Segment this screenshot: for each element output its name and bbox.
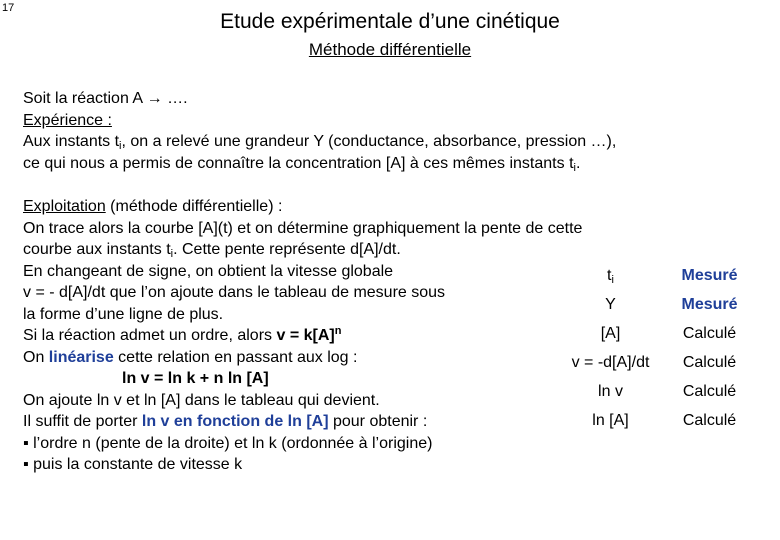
bullet-item: ▪ l’ordre n (pente de la droite) et ln k (ordonnée à l’origine): [23, 434, 433, 452]
row-quantity-cell: v = -d[A]/dt: [571, 353, 650, 371]
measurement-table: [554, 261, 752, 435]
table-row: [554, 406, 752, 435]
experience-label: Expérience :: [23, 111, 112, 129]
row-quantity-cell: ln [A]: [592, 411, 629, 429]
row-status-cell: Calculé: [682, 411, 737, 429]
order-line: Si la réaction admet un ordre, alors $v = k[A]^n$: [23, 325, 342, 344]
table-row: [554, 348, 752, 377]
bullet-item: ▪ puis la constante de vitesse k: [23, 456, 243, 473]
table-row: [554, 261, 752, 290]
exploitation-line: courbe aux instants $t_i$. Cette pente représente d[A]/dt.: [23, 241, 401, 260]
table-row: [554, 290, 752, 319]
exploitation-line: v = - d[A]/dt que l’on ajoute dans le tableau de mesure sous: [23, 284, 446, 301]
exploitation-heading: Exploitation (méthode différentielle) :: [23, 198, 283, 215]
row-quantity-cell: $t_i$: [607, 266, 614, 286]
exploitation-block: [23, 196, 582, 476]
slide-number: 17: [2, 2, 15, 14]
log-equation: ln v = ln k + n ln [A]: [122, 370, 269, 387]
row-quantity-cell: [A]: [600, 324, 621, 342]
exploitation-line: On trace alors la courbe [A](t) et on détermine graphiquement la pente de cette: [23, 219, 583, 237]
experience-line-1: Aux instants $t_i$, on a relevé une grandeur Y (conductance, absorbance, pression …),: [23, 133, 617, 152]
plot-instruction-line: Il suffit de porter ln v en fonction de ln [A] pour obtenir :: [23, 413, 428, 430]
row-status-cell: Calculé: [682, 382, 737, 400]
row-status-cell: Calculé: [682, 324, 737, 342]
row-status-cell: Mesuré: [681, 266, 738, 284]
linearise-line: On linéarise cette relation en passant aux log :: [23, 348, 358, 366]
page-subtitle: Méthode différentielle: [308, 40, 472, 59]
row-status-cell: Calculé: [682, 353, 737, 371]
exploitation-line: En changeant de signe, on obtient la vitesse globale: [23, 262, 394, 280]
page-title: Etude expérimentale d’une cinétique: [220, 10, 560, 33]
row-quantity-cell: Y: [605, 295, 616, 313]
exploitation-line: la forme d’une ligne de plus.: [23, 305, 224, 323]
row-status-cell: Mesuré: [681, 295, 738, 313]
reaction-line: Soit la réaction A → ….: [23, 90, 188, 107]
table-row: [554, 377, 752, 406]
intro-block: [23, 88, 616, 174]
row-quantity-cell: ln v: [598, 382, 623, 400]
exploitation-line: On ajoute ln v et ln [A] dans le tableau qui devient.: [23, 391, 380, 409]
table-row: [554, 319, 752, 348]
experience-line-2: ce qui nous a permis de connaître la concentration [A] à ces mêmes instants $t_i$.: [23, 154, 581, 174]
